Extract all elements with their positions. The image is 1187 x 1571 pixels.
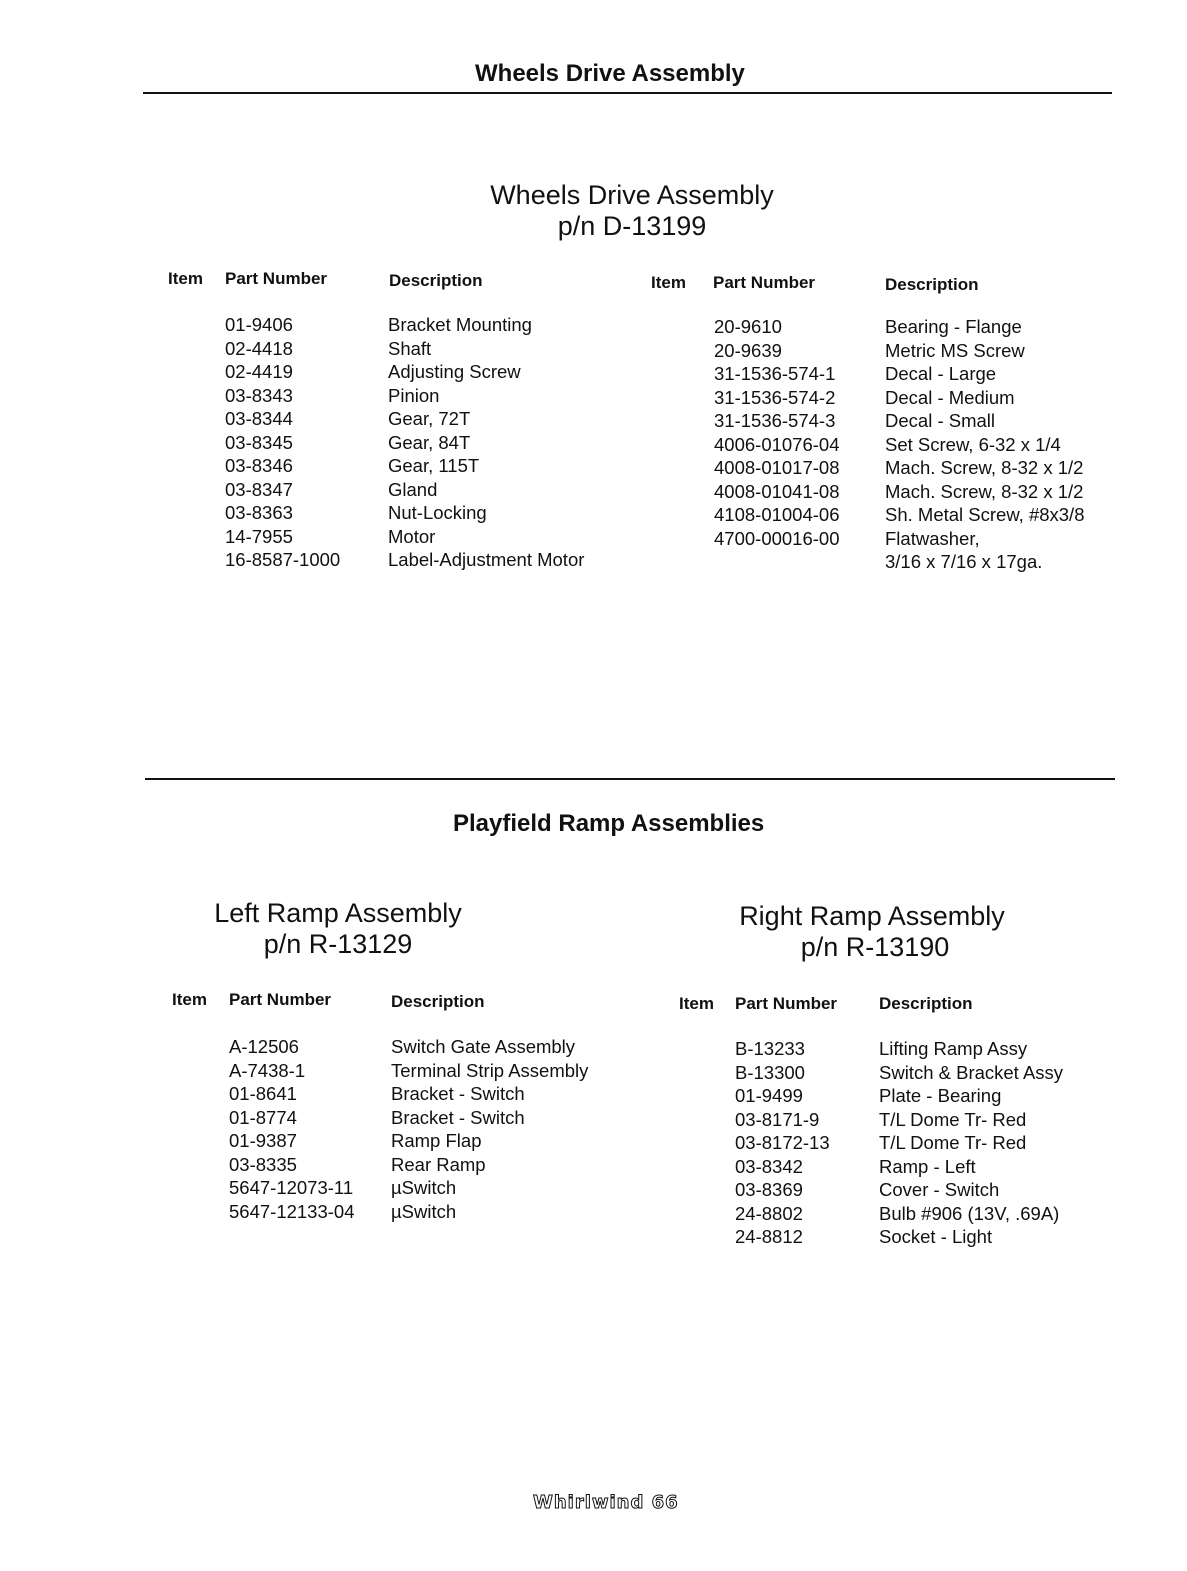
row-description: Label-Adjustment Motor (388, 549, 585, 570)
row-part-number: A-7438-1 (229, 1059, 306, 1081)
row-part-number: 4008-01017-08 (714, 457, 840, 478)
row-part-number: 31-1536-574-2 (714, 386, 836, 408)
row-description: Bulb #906 (13V, .69A) (879, 1202, 1060, 1224)
row-description: Nut-Locking (388, 502, 487, 523)
row-description: Metric MS Screw (885, 339, 1025, 361)
row-part-number: 03-8335 (229, 1153, 297, 1175)
left-ramp-pn: p/n R-13129 (263, 929, 413, 959)
row-part-number: 4008-01041-08 (714, 480, 840, 502)
row-description: T/L Dome Tr- Red (879, 1108, 1027, 1130)
row-description: Gland (388, 478, 438, 500)
section-divider (145, 778, 1115, 780)
row-part-number: 03-8342 (735, 1155, 803, 1177)
row-part-number: 5647-12073-11 (229, 1177, 354, 1198)
row-description: Bracket - Switch (391, 1106, 525, 1128)
right-ramp-item-header: Item (679, 994, 714, 1013)
wheels-right-part-header: Part Number (713, 273, 816, 292)
row-description: Socket - Light (879, 1226, 993, 1247)
row-part-number: 31-1536-574-3 (714, 410, 836, 431)
row-part-number: 20-9610 (714, 316, 782, 337)
row-part-number: 01-9406 (225, 314, 293, 335)
wheels-right-desc-header: Description (885, 275, 979, 294)
row-part-number: 03-8346 (225, 455, 293, 476)
row-description: Decal - Large (885, 363, 997, 384)
row-description: Decal - Small (885, 410, 995, 431)
row-part-number: 01-8641 (229, 1083, 297, 1104)
row-part-number: 5647-12133-04 (229, 1200, 355, 1222)
row-part-number: 01-9499 (735, 1085, 803, 1106)
row-part-number: 01-9387 (229, 1130, 297, 1151)
row-description: Pinion (388, 384, 440, 406)
row-description: µSwitch (391, 1200, 457, 1222)
row-part-number: 03-8344 (225, 408, 293, 429)
wheels-left-item-header: Item (168, 269, 203, 288)
row-description: Motor (388, 525, 436, 547)
row-part-number: 03-8345 (225, 431, 293, 453)
row-description: Mach. Screw, 8-32 x 1/2 (885, 457, 1084, 478)
row-description: Plate - Bearing (879, 1085, 1002, 1106)
row-description: Set Screw, 6-32 x 1/4 (885, 433, 1061, 455)
row-description: Shaft (388, 337, 432, 359)
row-description: Bracket Mounting (388, 314, 532, 335)
row-part-number: 03-8172-13 (735, 1132, 830, 1153)
row-description: Switch Gate Assembly (391, 1036, 576, 1057)
ramps-section-title: Playfield Ramp Assemblies (453, 810, 765, 837)
right-ramp-part-header: Part Number (735, 994, 838, 1013)
wheels-assembly-title: Wheels Drive Assembly (490, 180, 774, 210)
row-part-number: 03-8363 (225, 502, 293, 523)
page-footer: Whirlwind 66 (533, 1492, 679, 1513)
row-part-number: 24-8812 (735, 1226, 803, 1247)
header-rule (143, 92, 1112, 94)
right-ramp-title: Right Ramp Assembly (739, 901, 1005, 931)
row-description: Gear, 84T (388, 431, 471, 453)
row-part-number: 16-8587-1000 (225, 549, 341, 570)
row-description: Cover - Switch (879, 1179, 1000, 1200)
left-ramp-desc-header: Description (391, 992, 485, 1011)
row-description: Rear Ramp (391, 1153, 486, 1175)
row-description: Ramp - Left (879, 1155, 976, 1177)
row-description: Sh. Metal Screw, #8x3/8 (885, 504, 1085, 525)
row-part-number: 01-8774 (229, 1106, 297, 1128)
row-part-number: 14-7955 (225, 525, 293, 547)
row-part-number: 4006-01076-04 (714, 433, 840, 455)
left-ramp-item-header: Item (172, 990, 207, 1009)
row-part-number: A-12506 (229, 1036, 299, 1057)
row-description: Terminal Strip Assembly (391, 1059, 589, 1081)
right-ramp-desc-header: Description (879, 994, 973, 1013)
row-description: Bearing - Flange (885, 316, 1022, 337)
row-part-number: B-13233 (735, 1038, 805, 1059)
row-part-number: B-13300 (735, 1061, 805, 1083)
row-part-number: 4108-01004-06 (714, 504, 840, 525)
row-description: T/L Dome Tr- Red (879, 1132, 1027, 1153)
row-part-number: 24-8802 (735, 1202, 803, 1224)
wheels-left-desc-header: Description (389, 271, 483, 290)
row-description: Gear, 115T (388, 455, 480, 476)
row-part-number: 03-8369 (735, 1179, 803, 1200)
row-part-number: 03-8347 (225, 478, 293, 500)
row-part-number: 03-8343 (225, 384, 293, 406)
row-part-number: 4700-00016-00 (714, 527, 840, 549)
row-description: µSwitch (391, 1177, 457, 1198)
row-part-number: 31-1536-574-1 (714, 363, 836, 384)
row-description: Adjusting Screw (388, 361, 521, 382)
row-part-number: 02-4418 (225, 337, 293, 359)
row-description: Flatwasher, (885, 527, 980, 549)
row-part-number: 03-8171-9 (735, 1108, 820, 1130)
row-description: Gear, 72T (388, 408, 471, 429)
row-description: Bracket - Switch (391, 1083, 525, 1104)
row-description: Mach. Screw, 8-32 x 1/2 (885, 480, 1084, 502)
row-description: Switch & Bracket Assy (879, 1061, 1064, 1083)
left-ramp-title: Left Ramp Assembly (214, 898, 462, 928)
row-description: 3/16 x 7/16 x 17ga. (885, 551, 1043, 572)
row-description: Ramp Flap (391, 1130, 482, 1151)
page-header-title: Wheels Drive Assembly (475, 60, 745, 87)
row-description: Decal - Medium (885, 386, 1015, 408)
row-part-number: 02-4419 (225, 361, 293, 382)
wheels-left-part-header: Part Number (225, 269, 328, 288)
wheels-right-item-header: Item (651, 273, 686, 292)
row-description: Lifting Ramp Assy (879, 1038, 1028, 1059)
left-ramp-part-header: Part Number (229, 990, 332, 1009)
row-part-number: 20-9639 (714, 339, 782, 361)
right-ramp-pn: p/n R-13190 (800, 932, 950, 962)
wheels-assembly-pn: p/n D-13199 (557, 211, 707, 241)
